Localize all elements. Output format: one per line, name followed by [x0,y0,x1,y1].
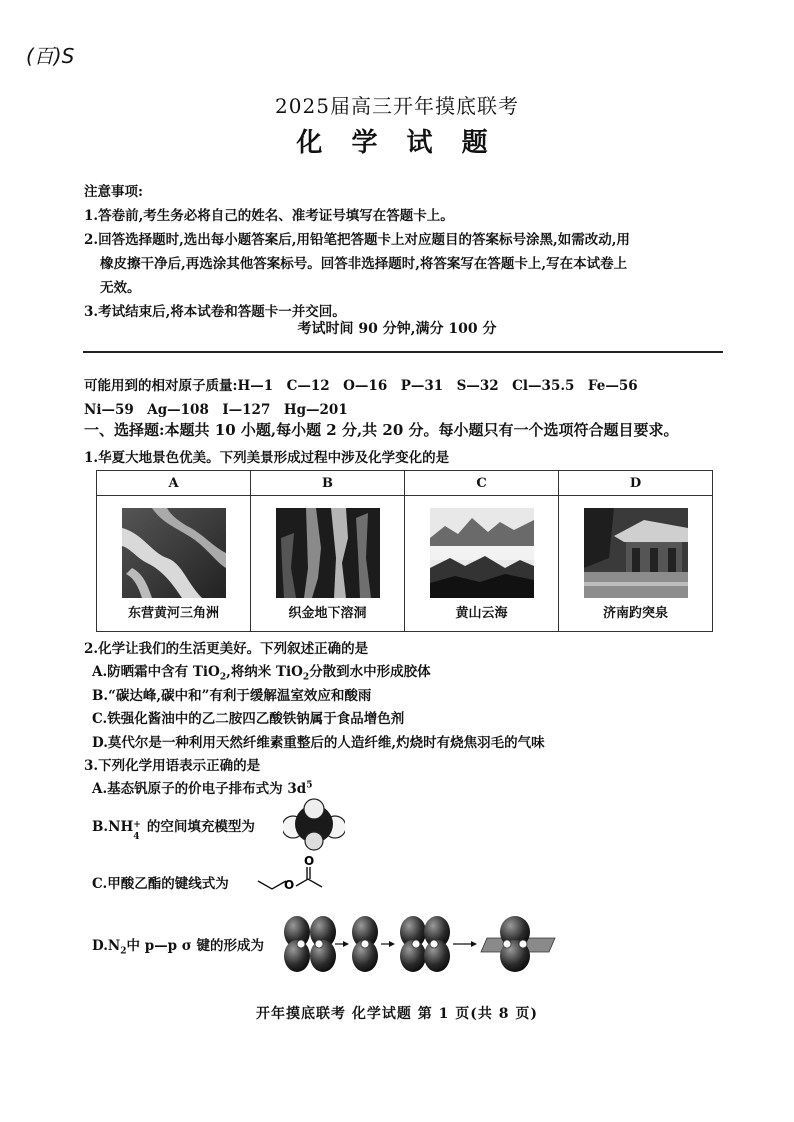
ammonium-space-filling-model [283,797,345,851]
notice-item: 1.答卷前,考生务必将自己的姓名、准考证号填写在答题卡上。 [84,208,454,224]
subscript: 2 [120,946,127,957]
page-footer: 开年摸底联考 化学试题 第 1 页(共 8 页) [256,1006,538,1022]
option-caption: 济南趵突泉 [602,606,668,621]
option-text: 中 p—p σ 键的形成为 [126,938,264,954]
option-text: D.N [92,938,121,954]
question-3-option-b [92,815,255,842]
option-text: B.NH [92,819,134,835]
question-3-stem: 3.下列化学用语表示正确的是 [84,758,261,774]
question-2-option-a [92,660,431,683]
option-letter: D [559,471,713,496]
question-3-option-d [92,934,264,957]
option-letter: A [97,471,251,496]
subscript: 2 [219,672,227,683]
superscript: + [133,820,141,830]
notice-item: 2.回答选择题时,选出每小题答案后,用铅笔把答题卡上对应题目的答案标号涂黑,如需改动,用 [84,232,630,248]
notice-item: 无效。 [100,280,141,296]
option-letter: B [251,471,405,496]
notice-item: 橡皮擦干净后,再选涂其他答案标号。回答非选择题时,将答案写在答题卡上,写在本试卷上 [100,256,628,272]
question-3-option-a [92,777,312,797]
subscript: 4 [133,832,140,842]
river-delta-photo [122,508,226,598]
question-2-option-c: C.铁强化酱油中的乙二胺四乙酸铁钠属于食品增色剂 [92,711,405,727]
section-heading: 一、选择题:本题共 10 小题,每小题 2 分,共 20 分。每小题只有一个选项符合题目要求。 [84,421,679,439]
atomic-masses [84,374,734,422]
option-caption: 东营黄河三角洲 [127,606,219,621]
notice-list [84,204,729,324]
option-letter: C [405,471,559,496]
superscript: 5 [306,780,313,791]
oxygen-label: O [304,854,315,868]
option-text: 分散到水中形成胶体 [309,664,431,680]
question-1-stem: 1.华夏大地景色优美。下列美景形成过程中涉及化学变化的是 [84,450,450,466]
divider [83,351,723,353]
ethyl-formate-skeletal-formula [254,853,328,899]
sea-of-clouds-photo [430,508,534,598]
question-2-option-d: D.莫代尔是一种利用天然纤维素重整后的人造纤维,灼烧时有烧焦羽毛的气味 [92,735,545,751]
sigma-bond-orbital-diagram [283,912,563,976]
option-text: ,将纳米 TiO [226,664,303,680]
notice-heading: 注意事项: [84,184,143,200]
atomic-masses-line: 可能用到的相对原子质量:H—1 C—12 O—16 P—31 S—32 Cl—35.5 Fe—56 [84,378,638,394]
question-1-options-table [96,470,713,632]
corner-stamp: (百)S [26,44,75,68]
option-text: A.防晒霜中含有 TiO [92,664,220,680]
exam-subtitle: 2025届高三开年摸底联考 [275,94,519,118]
page-title: 化 学 试 题 [296,128,498,158]
question-2-option-b: B.“碳达峰,碳中和”有利于缓解温室效应和酸雨 [92,688,372,704]
atomic-masses-line: Ni—59 Ag—108 I—127 Hg—201 [84,402,348,418]
underground-cave-photo [276,508,380,598]
option-caption: 黄山云海 [455,606,508,621]
subscript: 2 [302,672,310,683]
option-caption: 织金地下溶洞 [288,606,367,621]
notice-item: 3.考试结束后,将本试卷和答题卡一并交回。 [84,304,346,320]
question-2-stem: 2.化学让我们的生活更美好。下列叙述正确的是 [84,641,369,657]
option-text: 的空间填充模型为 [142,819,255,835]
exam-time: 考试时间 90 分钟,满分 100 分 [297,321,497,337]
question-3-option-c: C.甲酸乙酯的键线式为 [92,876,229,892]
option-text: A.基态钒原子的价电子排布式为 3d [92,781,307,797]
oxygen-label: O [284,878,295,892]
spring-pavilion-photo [584,508,688,598]
